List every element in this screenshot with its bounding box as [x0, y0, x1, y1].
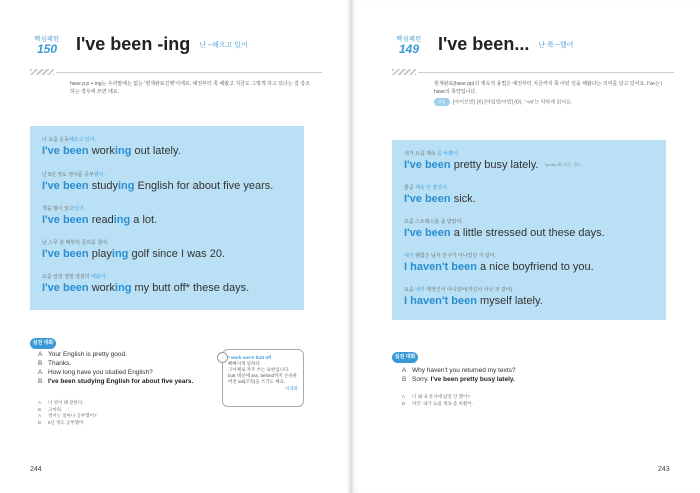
example-korean: 요즘 내가 제정신이 아니었어(자신이 아닌 것 같아). [404, 287, 514, 293]
translation-line: B 고마워. [38, 406, 63, 412]
pattern-title-text: I've been -ing [76, 34, 191, 54]
example-item [404, 218, 664, 239]
example-korean: 책을 많이 읽고있어. [42, 206, 85, 212]
dialog-line: B I've been studying English for about five years. [38, 378, 194, 385]
pattern-title-text: I've been... [438, 34, 530, 54]
example-item [42, 136, 302, 157]
example-english: I haven't been a nice boyfriend to you. [404, 261, 594, 273]
pattern-subtitle: 난 쭉 ~했어 [538, 42, 574, 50]
pattern-number-block [30, 34, 64, 56]
practice-dialog [38, 350, 218, 386]
right-page [350, 0, 700, 493]
page-number: 243 [658, 466, 670, 473]
intro-text: 현재완료(have pp)의 계속적 용법은 예전부터 지금까지 쭉 어떤 일을 해왔다는 의미를 담고 있어요. I've는 I have의 축약입니다. [434, 81, 663, 95]
dialog-translation [38, 400, 96, 426]
page-number: 244 [30, 466, 42, 473]
example-korean: 나 요즘 운동해오고 있어. [42, 137, 96, 143]
speech-bubble-icon: 발음 [434, 98, 450, 106]
example-english: I've been working out lately. [42, 145, 181, 157]
pattern-title [438, 34, 573, 55]
pattern-label: 핵심패턴 [396, 37, 422, 43]
example-english: I've been studying English for about five years. [42, 180, 274, 192]
example-korean: 요즘 일만 정말 열심히 해왔어. [42, 274, 107, 280]
examples-box [30, 126, 304, 310]
pronunciation-tip: 발음 [아이브빈] (X) [아입빈/어빈] (O). '~ve'는 약하게 읽어요. [434, 98, 572, 106]
example-english: I haven't been myself lately. [404, 295, 543, 307]
example-english: I've been reading a lot. [42, 214, 158, 226]
example-english: I've been sick. [404, 193, 476, 205]
practice-dialog-badge: 실전 대화 [30, 338, 56, 349]
example-item [42, 273, 302, 294]
pattern-label: 핵심패턴 [34, 37, 60, 43]
memo-body: 구어체로 자주 쓰는 표현입니다. butt 대신에 ass, behind까지 손쉬운 버전 tail(꼬리)을 쓰기도 해요. [228, 367, 298, 384]
translation-line: A 영어는 얼마나 공부했어? [38, 413, 97, 418]
example-english: I've been playing golf since I was 20. [42, 248, 225, 260]
header-rule [30, 69, 322, 75]
dialog-line: B Thanks. [38, 360, 72, 367]
example-item [404, 150, 664, 171]
example-item [404, 184, 664, 205]
pattern-subtitle: 난 ~해오고 있어 [199, 42, 248, 50]
example-item [42, 205, 302, 226]
example-korean: 줄곧 계속 안 좋았어. [404, 185, 449, 191]
translation-line: A 너 영어 꽤 잘한다. [38, 400, 84, 405]
example-korean: 내가 요즘 계속 좀 바빴어. [404, 151, 460, 157]
example-korean: 난 스무 살 때부터 골프를 쳤어. [42, 240, 109, 246]
practice-dialog [402, 366, 602, 384]
example-item [42, 171, 302, 192]
example-item [42, 239, 302, 260]
header-rule [392, 69, 674, 75]
example-english: I've been pretty busy lately. *pretty 꽤, 아주, 정도 [404, 159, 581, 171]
example-korean: 난 5년 정도 영어를 공부했어. [42, 172, 105, 178]
vocab-memo [222, 349, 304, 407]
intro-text: have p.p + ing는 우리말에는 없는 '현재완료진행'이에요. 예전부터 쭉 해왔고 지금도 그렇게 하고 있다는 걸 강조하는 경우에 쓰면 돼요. [70, 81, 310, 95]
book-gutter [346, 0, 354, 493]
memo-title: * work one's butt off [228, 355, 272, 360]
dialog-translation [402, 394, 473, 407]
translation-line: A 너 왜 내 문자에 답장 안 했어? [402, 394, 470, 399]
practice-dialog-badge: 실전 대화 [392, 352, 418, 363]
memo-subtitle: 뼈빠지게 일하다 [228, 361, 260, 366]
memo-tag: 비대화 [284, 386, 298, 391]
example-english: I've been working my butt off* these days. [42, 282, 250, 294]
example-item [404, 252, 664, 273]
pattern-number-block [392, 34, 426, 56]
dialog-line: B Sorry. I've been pretty busy lately. [402, 376, 515, 383]
translation-line: B 미안. 내가 요즘 계속 좀 바빴어. [402, 400, 473, 406]
examples-box [392, 140, 666, 320]
pattern-number: 150 [36, 42, 58, 56]
example-korean: 내가 괜찮은 남자 친구가 아니었던 거 같아. [404, 253, 496, 259]
example-korean: 요즘 스트레스를 좀 받았어. [404, 219, 463, 225]
example-item [404, 286, 664, 307]
pin-icon [217, 352, 228, 363]
dialog-line: A How long have you studied English? [38, 369, 153, 376]
dialog-line: A Why haven't you returned my texts? [402, 367, 516, 374]
example-english: I've been a little stressed out these days. [404, 227, 605, 239]
pattern-number: 149 [398, 42, 420, 56]
pattern-title [76, 34, 248, 55]
translation-line: B 5년 정도 공부했어. [38, 419, 85, 425]
dialog-line: A Your English is pretty good. [38, 351, 127, 358]
